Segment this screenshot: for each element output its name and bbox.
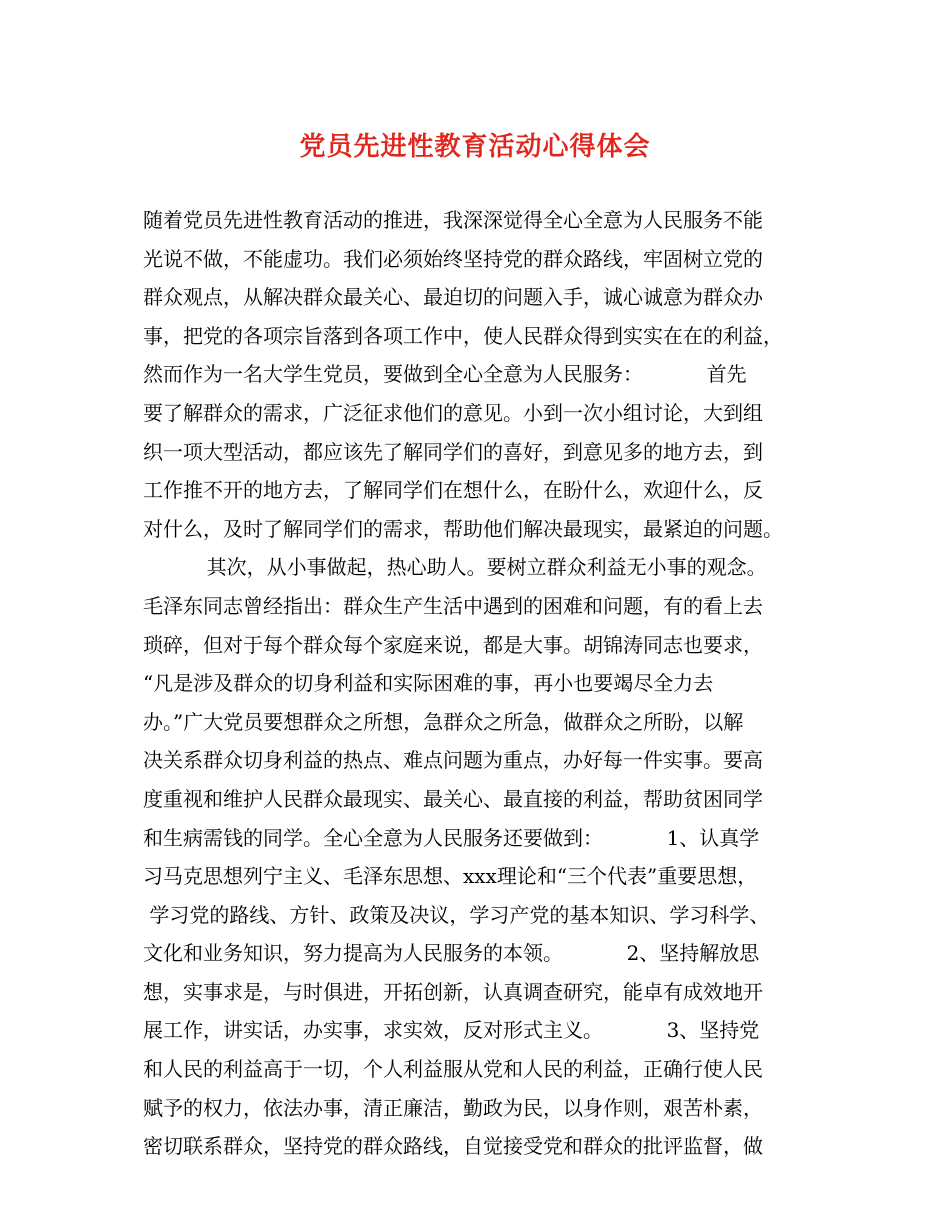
body-line: 毛泽东同志曾经指出：群众生产生活中遇到的困难和问题，有的看上去 — [143, 593, 763, 618]
body-line: 和人民的利益高于一切，个人利益服从党和人民的利益，正确行使人民 — [143, 1057, 763, 1082]
body-line: 展工作，讲实话，办实事，求实效，反对形式主义。 3、坚持党 — [143, 1018, 760, 1043]
body-line: 然而作为一名大学生党员，要做到全心全意为人民服务： 首先 — [143, 362, 747, 387]
body-line: 习马克思想列宁主义、毛泽东思想、xxx理论和“三个代表”重要思想， — [143, 864, 758, 889]
body-line: 决关系群众切身利益的热点、难点问题为重点，办好每一件实事。要高 — [143, 748, 763, 773]
document-body — [143, 201, 843, 1166]
body-line: 事，把党的各项宗旨落到各项工作中，使人民群众得到实实在在的利益， — [143, 323, 783, 348]
body-line: 工作推不开的地方去，了解同学们在想什么，在盼什么，欢迎什么，反 — [143, 478, 763, 503]
body-line: 琐碎，但对于每个群众每个家庭来说，都是大事。胡锦涛同志也要求， — [143, 632, 763, 657]
body-line: 织一项大型活动，都应该先了解同学们的喜好，到意见多的地方去，到 — [143, 439, 763, 464]
body-line: 要了解群众的需求，广泛征求他们的意见。小到一次小组讨论，大到组 — [143, 400, 763, 425]
body-line: 随着党员先进性教育活动的推进，我深深觉得全心全意为人民服务不能 — [143, 208, 763, 232]
body-line: 和生病需钱的同学。全心全意为人民服务还要做到： 1、认真学 — [143, 825, 760, 850]
body-line: 其次，从小事做起，热心助人。要树立群众利益无小事的观念。 — [143, 555, 767, 580]
body-line: 办。”广大党员要想群众之所想，急群众之所急，做群众之所盼，以解 — [143, 709, 744, 734]
body-line: 文化和业务知识，努力提高为人民服务的本领。 2、坚持解放思 — [143, 941, 760, 966]
body-line: 学习党的路线、方针、政策及决议，学习产党的基本知识、学习科学、 — [143, 902, 770, 927]
body-line: 度重视和维护人民群众最现实、最关心、最直接的利益，帮助贫困同学 — [143, 786, 763, 811]
body-line: 光说不做，不能虚功。我们必须始终坚持党的群众路线，牢固树立党的 — [143, 246, 763, 271]
body-line: 赋予的权力，依法办事，清正廉洁，勤政为民，以身作则，艰苦朴素， — [143, 1095, 763, 1120]
body-line: 对什么，及时了解同学们的需求，帮助他们解决最现实，最紧迫的问题。 — [143, 516, 783, 541]
document-title: 党员先进性教育活动心得体会 — [299, 132, 651, 162]
body-line: “凡是涉及群众的切身利益和实际困难的事，再小也要竭尽全力去 — [143, 671, 714, 696]
body-line: 想，实事求是，与时俱进，开拓创新，认真调查研究，能卓有成效地开 — [143, 979, 763, 1004]
body-line: 群众观点，从解决群众最关心、最迫切的问题入手，诚心诚意为群众办 — [143, 285, 763, 310]
body-line: 密切联系群众，坚持党的群众路线，自觉接受党和群众的批评监督，做 — [143, 1134, 763, 1159]
